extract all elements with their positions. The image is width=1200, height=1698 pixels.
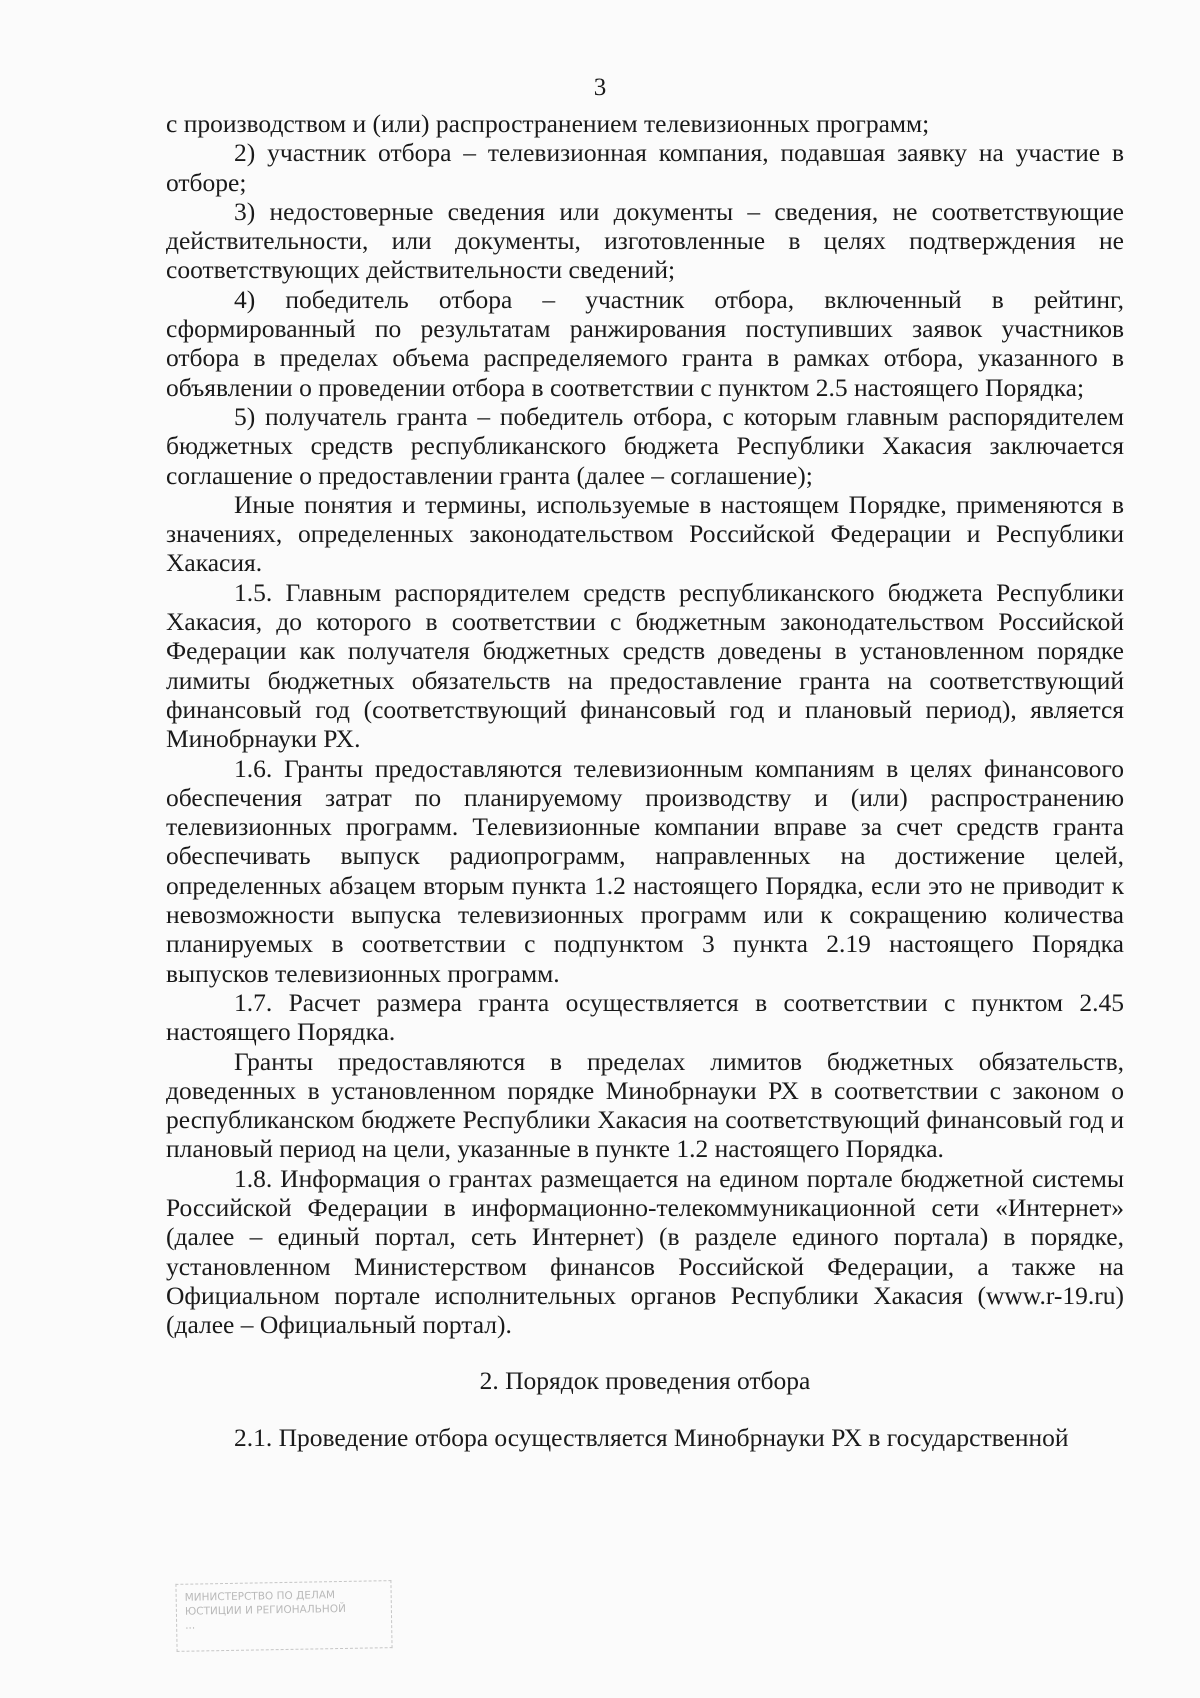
paragraph: 1.5. Главным распорядителем средств республиканского бюджета Республики Хакасия, до которого в соответствии с бюджетным законодательством Российской Федерации как получателя бюджетных средств доведены в установленном порядке лимиты бюджетных обязательств на предоставление гранта на соответствующий финансовый год (соответствующий финансовый год и плановый период), является Минобрнауки РХ.	[166, 577, 1124, 754]
section-title: 2. Порядок проведения отбора	[479, 1366, 811, 1396]
paragraph: 1.6. Гранты предоставляются телевизионным компаниям в целях финансового обеспечения затрат по планируемому производству и (или) распространению телевизионных программ. Телевизионные компании вправе за счет средств гранта обеспечивать выпуск радиопрограмм, направленных на достижение целей, определенных абзацем вторым пункта 1.2 настоящего Порядка, если это не приводит к невозможности выпуска телевизионных программ или к сокращению количества планируемых в соответствии с подпунктом 3 пункта 2.19 настоящего Порядка выпусков телевизионных программ.	[166, 753, 1124, 988]
paragraph: 2.1. Проведение отбора осуществляется Минобрнауки РХ в государственной	[234, 1422, 1069, 1452]
stamp-line: ...	[185, 1619, 196, 1632]
paragraph: Иные понятия и термины, используемые в настоящем Порядке, применяются в значениях, определенных законодательством Российской Федерации и Республики Хакасия.	[166, 489, 1124, 578]
stamp-line: ЮСТИЦИИ И РЕГИОНАЛЬНОЙ	[184, 1602, 347, 1618]
paragraph: Гранты предоставляются в пределах лимитов бюджетных обязательств, доведенных в установленном порядке Минобрнауки РХ в соответствии с законом о республиканском бюджете Республики Хакасия на соответствующий финансовый год и плановый период на цели, указанные в пункте 1.2 настоящего Порядка.	[166, 1046, 1124, 1164]
paragraph: 4) победитель отбора – участник отбора, включенный в рейтинг, сформированный по результатам ранжирования поступивших заявок участников отбора в пределах объема распределяемого гранта в рамках отбора, указанного в объявлении о проведении отбора в соответствии с пунктом 2.5 настоящего Порядка;	[166, 284, 1124, 402]
document-body	[166, 109, 1124, 1452]
paragraph: 1.7. Расчет размера гранта осуществляется в соответствии с пунктом 2.45 настоящего Порядка.	[166, 987, 1124, 1047]
paragraph: 1.8. Информация о грантах размещается на едином портале бюджетной системы Российской Федерации в информационно-телекоммуникационной сети «Интернет» (далее – единый портал, сеть Интернет) (в разделе единого портала) в порядке, установленном Министерством финансов Российской Федерации, а также на Официальном портале исполнительных органов Республики Хакасия (www.r-19.ru) (далее – Официальный портал).	[166, 1163, 1124, 1340]
registration-stamp	[175, 1580, 392, 1652]
paragraph: 5) получатель гранта – победитель отбора, с которым главным распорядителем бюджетных средств республиканского бюджета Республики Хакасия заключается соглашение о предоставлении гранта (далее – соглашение);	[166, 401, 1124, 490]
page-number: 3	[593, 74, 607, 101]
paragraph: 2) участник отбора – телевизионная компания, подавшая заявку на участие в отборе;	[166, 138, 1124, 197]
paragraph: 3) недостоверные сведения или документы – сведения, не соответствующие действительности, или документы, изготовленные в целях подтверждения не соответствующих действительности сведений;	[166, 196, 1124, 285]
stamp-line: МИНИСТЕРСТВО ПО ДЕЛАМ	[184, 1589, 336, 1604]
paragraph: с производством и (или) распространением телевизионных программ;	[166, 109, 930, 138]
